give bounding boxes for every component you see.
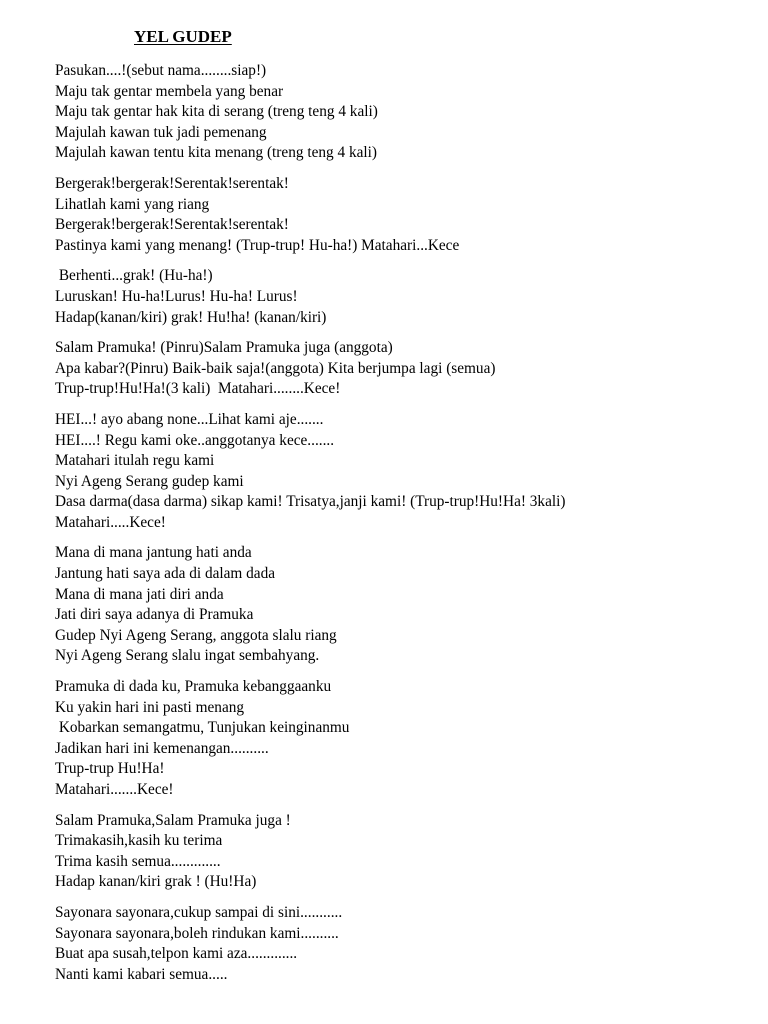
stanza-line: Buat apa susah,telpon kami aza............. — [55, 945, 298, 963]
stanza — [55, 61, 755, 164]
stanza-line: Trup-trup Hu!Ha! — [55, 760, 165, 778]
stanza-line: Pasukan....!(sebut nama........siap!) — [55, 62, 267, 79]
stanza — [55, 677, 755, 801]
stanza-line: Gudep Nyi Ageng Serang, anggota slalu riang — [55, 626, 337, 644]
stanza-line: Salam Pramuka! (Pinru)Salam Pramuka juga (anggota) — [55, 339, 393, 357]
stanza-line: Bergerak!bergerak!Serentak!serentak! — [55, 216, 289, 234]
stanza — [55, 811, 755, 893]
stanza-line: Hadap kanan/kiri grak ! (Hu!Ha) — [55, 873, 257, 891]
document-title: YEL GUDEP — [134, 27, 232, 46]
stanza-line: Matahari.....Kece! — [55, 513, 166, 531]
stanza-line: Matahari itulah regu kami — [55, 452, 215, 470]
stanza-line: Hadap(kanan/kiri) grak! Hu!ha! (kanan/kiri) — [55, 308, 327, 326]
stanza-line: Matahari.......Kece! — [55, 781, 174, 798]
stanza — [55, 543, 755, 667]
stanza-line: Dasa darma(dasa darma) sikap kami! Trisatya,janji kami! (Trup-trup!Hu!Ha! 3kali) — [55, 493, 566, 511]
stanza-line: Jantung hati saya ada di dalam dada — [55, 565, 276, 583]
stanza-line: Trup-trup!Hu!Ha!(3 kali) Matahari........Kece! — [55, 380, 341, 398]
stanza-line: Lihatlah kami yang riang — [55, 195, 210, 213]
stanza-line: Sayonara sayonara,boleh rindukan kami.......... — [55, 924, 339, 942]
stanza — [55, 266, 755, 328]
stanza — [55, 410, 755, 534]
stanza-line: Trima kasih semua............. — [55, 852, 221, 870]
stanza-line: Bergerak!bergerak!Serentak!serentak! — [55, 174, 289, 192]
stanza-line: HEI....! Regu kami oke..anggotanya kece....... — [55, 431, 335, 449]
stanza-line: Ku yakin hari ini pasti menang — [55, 698, 245, 716]
stanza — [55, 174, 755, 256]
stanza-line: Nyi Ageng Serang gudep kami — [55, 472, 244, 490]
stanza-line: Berhenti...grak! (Hu-ha!) — [55, 267, 213, 285]
stanza-line: Nanti kami kabari semua..... — [55, 965, 228, 983]
stanza-line: Nyi Ageng Serang slalu ingat sembahyang. — [55, 647, 320, 665]
stanza-line: Majulah kawan tuk jadi pemenang — [55, 123, 267, 141]
stanza-line: HEI...! ayo abang none...Lihat kami aje....... — [55, 410, 324, 428]
stanza-line: Pastinya kami yang menang! (Trup-trup! Hu-ha!) Matahari...Kece — [55, 236, 460, 254]
stanza — [55, 338, 755, 400]
stanza-line: Luruskan! Hu-ha!Lurus! Hu-ha! Lurus! — [55, 287, 298, 305]
stanza — [55, 903, 755, 985]
stanza-line: Kobarkan semangatmu, Tunjukan keinginanmu — [55, 719, 350, 737]
stanza-line: Maju tak gentar membela yang benar — [55, 82, 284, 100]
stanza-line: Maju tak gentar hak kita di serang (treng teng 4 kali) — [55, 103, 378, 121]
stanza-line: Salam Pramuka,Salam Pramuka juga ! — [55, 811, 291, 829]
stanza-line: Pramuka di dada ku, Pramuka kebanggaanku — [55, 678, 332, 696]
stanza-line: Sayonara sayonara,cukup sampai di sini........... — [55, 903, 343, 921]
stanza-line: Majulah kawan tentu kita menang (treng teng 4 kali) — [55, 144, 377, 162]
document-body — [55, 61, 755, 995]
stanza-line: Trimakasih,kasih ku terima — [55, 832, 223, 850]
stanza-line: Apa kabar?(Pinru) Baik-baik saja!(anggota) Kita berjumpa lagi (semua) — [55, 359, 496, 377]
stanza-line: Mana di mana jantung hati anda — [55, 544, 252, 562]
stanza-line: Jadikan hari ini kemenangan.......... — [55, 739, 269, 757]
stanza-line: Jati diri saya adanya di Pramuka — [55, 606, 254, 624]
stanza-line: Mana di mana jati diri anda — [55, 585, 224, 603]
